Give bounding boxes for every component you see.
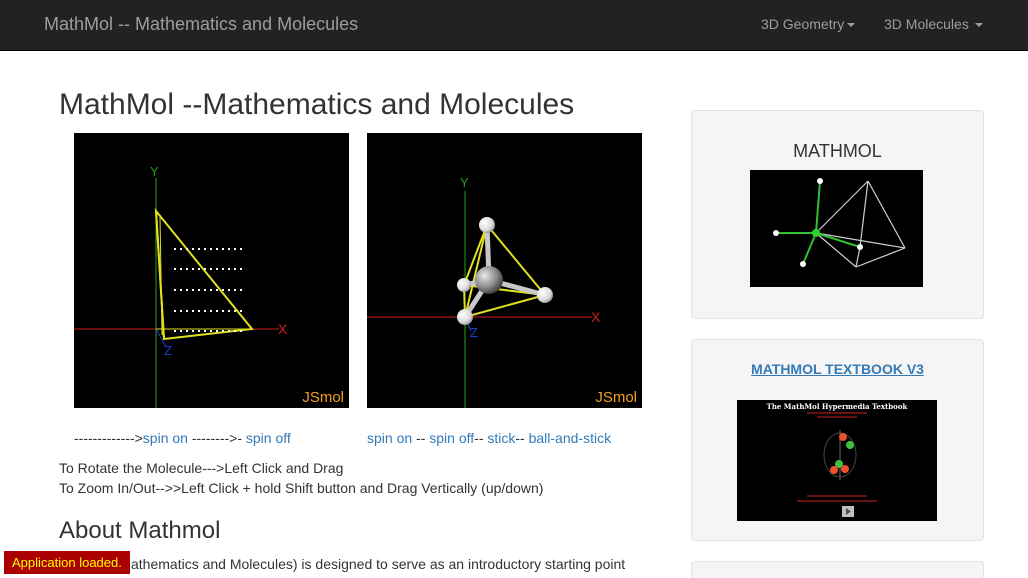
chevron-down-icon (975, 23, 983, 27)
ball-and-stick-link[interactable]: ball-and-stick (528, 430, 612, 446)
about-heading: About Mathmol (59, 517, 221, 544)
spin-off-link[interactable]: spin off (245, 430, 291, 446)
textbook-link[interactable]: MATHMOL TEXTBOOK V3 (751, 361, 924, 377)
chevron-down-icon (847, 23, 855, 27)
menu-3d-molecules[interactable] (884, 16, 983, 32)
right-viewer-controls (367, 430, 611, 446)
about-text: athematics and Molecules) is designed to serve as an introductory starting point (131, 556, 626, 572)
jsmol-label: JSmol (302, 389, 344, 406)
spin-on-link[interactable]: spin on (142, 430, 188, 446)
molecule-thumbnail-graphic (750, 170, 923, 287)
spin-off-link[interactable]: spin off (429, 430, 475, 446)
mathmol-panel (691, 110, 984, 319)
z-axis-label: Z (164, 343, 172, 358)
controls-separator: -- (412, 430, 430, 446)
controls-separator: -- (515, 430, 529, 446)
y-axis-label: Y (460, 175, 469, 190)
left-viewer-controls (74, 430, 291, 446)
spin-on-link[interactable]: spin on (367, 430, 413, 446)
menu-3d-molecules-label: 3D Molecules (884, 16, 969, 32)
textbook-thumbnail[interactable] (737, 400, 937, 521)
mathmol-thumbnail[interactable] (750, 170, 923, 287)
jsmol-label: JSmol (595, 389, 637, 406)
rotate-instruction: To Rotate the Molecule--->Left Click and Drag (59, 460, 344, 476)
controls-separator: -- (474, 430, 488, 446)
y-axis-label: Y (150, 164, 159, 179)
textbook-cover-graphic (737, 400, 937, 521)
mathmol-textbook-panel (691, 339, 984, 541)
x-axis-label: X (591, 309, 601, 325)
zoom-instruction: To Zoom In/Out-->>Left Click + hold Shift button and Drag Vertically (up/down) (59, 480, 544, 496)
jsmol-viewer-molecule[interactable] (367, 133, 642, 408)
x-axis-label: X (278, 321, 288, 337)
stick-link[interactable]: stick (487, 430, 516, 446)
book-title: The MathMol Hypermedia Textbook (766, 402, 908, 411)
jsmol-viewer-geometry[interactable] (74, 133, 349, 408)
controls-prefix: -------------> (74, 430, 143, 446)
status-badge: Application loaded. (4, 551, 130, 574)
navbar-brand[interactable]: MathMol -- Mathematics and Molecules (44, 14, 359, 34)
z-axis-label: Z (470, 325, 478, 340)
methane-molecule-graphic (367, 133, 642, 408)
sidebar-panel-3 (691, 561, 984, 578)
navbar (0, 0, 1028, 51)
menu-3d-geometry-label: 3D Geometry (761, 16, 845, 32)
controls-separator: -------->- (187, 430, 246, 446)
tetrahedron-volume-graphic (74, 133, 349, 408)
panel-title: MATHMOL (793, 141, 882, 161)
menu-3d-geometry[interactable] (761, 16, 855, 32)
page-title: MathMol --Mathematics and Molecules (59, 88, 575, 121)
